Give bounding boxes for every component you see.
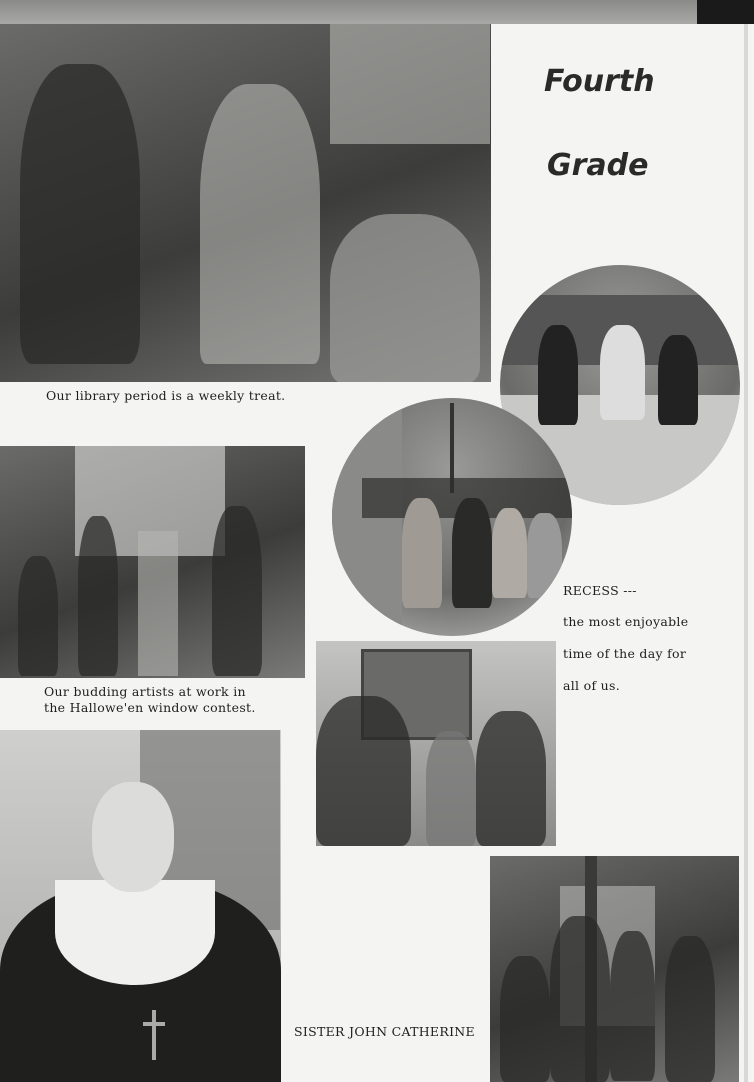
teacher-caption: SISTER JOHN CATHERINE xyxy=(294,1024,475,1039)
artists-caption-line1: Our budding artists at work in xyxy=(44,684,246,699)
recess-photo-stairs xyxy=(490,856,739,1082)
page-title-line2: Grade xyxy=(547,148,649,183)
page-edge xyxy=(744,24,748,1082)
recess-photo-circle-2 xyxy=(332,398,572,636)
artists-photo xyxy=(0,446,305,678)
hallway-photo xyxy=(316,641,556,846)
teacher-portrait-photo xyxy=(0,730,281,1082)
recess-caption-line4: all of us. xyxy=(563,678,620,693)
artists-caption-line2: the Hallowe'en window contest. xyxy=(44,700,256,715)
recess-caption-line2: the most enjoyable xyxy=(563,614,689,629)
scan-top-strip xyxy=(0,0,697,24)
scan-corner xyxy=(697,0,754,24)
recess-caption-line1: RECESS --- xyxy=(563,583,637,598)
page-title-line1: Fourth xyxy=(544,64,655,99)
recess-caption-line3: time of the day for xyxy=(563,646,687,661)
library-caption: Our library period is a weekly treat. xyxy=(46,388,286,403)
library-photo xyxy=(0,24,491,382)
